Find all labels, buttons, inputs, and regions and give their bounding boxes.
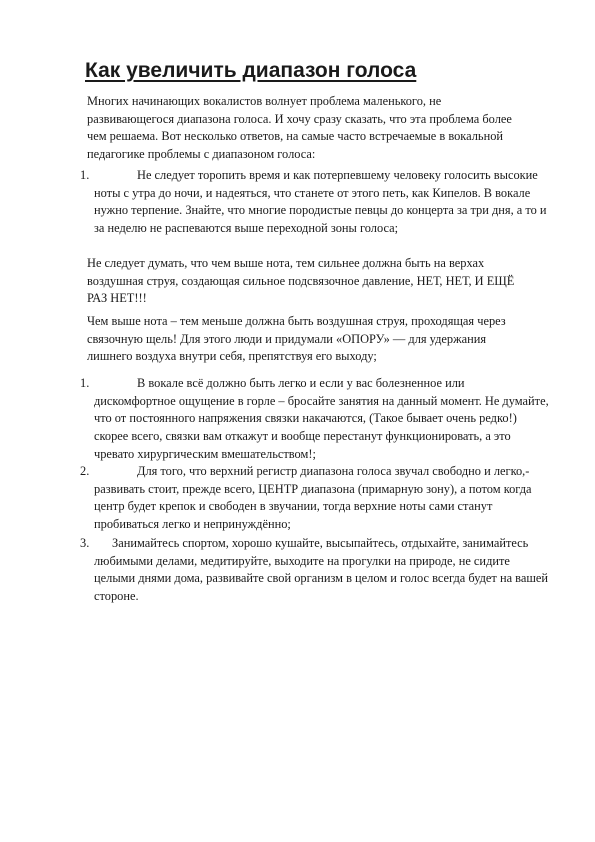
list-item-text: Для того, что верхний регистр диапазона голоса звучал свободно и легко,- развивать стоит, прежде всего, ЦЕНТР диапазона (примарную зону), а потом когда центр будет крепок и свободен в звучании, тогда верхние ноты сами станут пробиваться легко и непринуждённо; [94,464,532,532]
list-item-number: 1. [80,168,90,182]
body-paragraph: Чем выше нота – тем меньше должна быть воздушная струя, проходящая через связочную щель! Для этого люди и придумали «ОПОРУ» — для удержания лишнего воздуха внутри себя, препятствуя его выходу; [87,314,506,364]
list-item-text: Занимайтесь спортом, хорошо кушайте, высыпайтесь, отдыхайте, занимайтесь любимыми делами, медитируйте, выходите на прогулки на природе, не сидите целыми днями дома, развивайте свой организм в целом и голос всегда будет на вашей стороне. [94,536,549,604]
list-item-number: 2. [80,464,90,478]
page-title: Как увеличить диапазон голоса [85,59,417,82]
list-item-number: 3. [80,536,90,550]
intro-paragraph: Многих начинающих вокалистов волнует проблема маленького, не развивающегося диапазона голоса. И хочу сразу сказать, что эта проблема более чем решаема. Вот несколько ответов, на самые часто встречаемые в вокальной педагогике проблемы с диапазоном голоса: [87,94,512,162]
list-item-text: В вокале всё должно быть легко и если у вас болезненное или дискомфортное ощущение в горле – бросайте занятия на данный момент. Не думайте, что от постоянного напряжения связки накачаются, (Такое бывает очень редко!) скорее всего, связки вам откажут и вообще перестанут функционировать, а это чревато хирургическим вмешательством!; [94,376,549,461]
list-item-number: 1. [80,376,90,390]
list-item-text: Не следует торопить время и как потерпевшему человеку голосить высокие ноты с утра до ночи, и надеяться, что станете от этого петь, как Кипелов. В вокале нужно терпение. Знайте, что многие породистые певцы до концерта за три дня, а то и за неделю не распеваются выше переходной зоны голоса; [94,168,547,236]
body-paragraph: Не следует думать, что чем выше нота, тем сильнее должна быть на верхах воздушная струя, создающая сильное подсвязочное давление, НЕТ, НЕТ, И ЕЩЁ РАЗ НЕТ!!! [87,256,515,306]
